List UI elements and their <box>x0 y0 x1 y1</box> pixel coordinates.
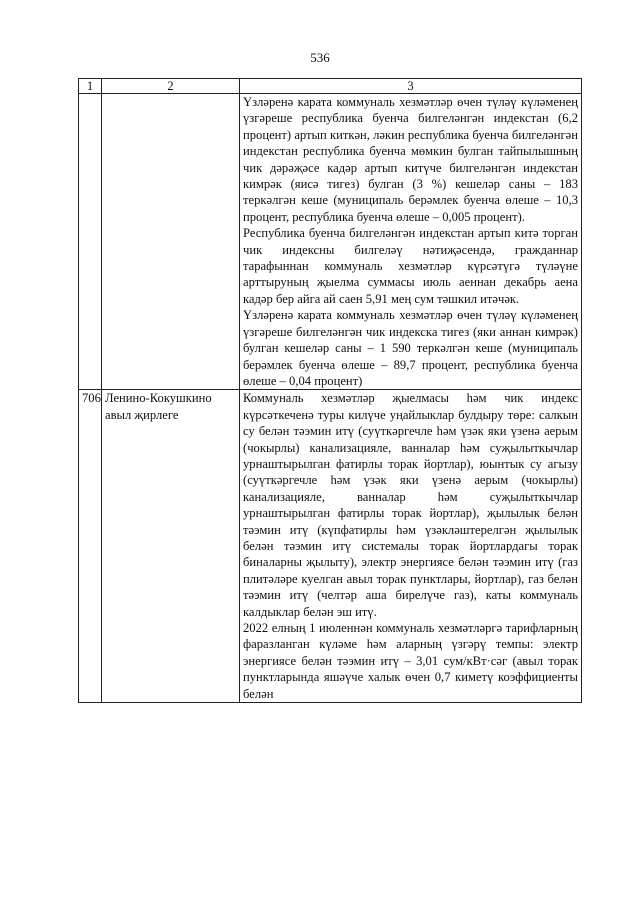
paragraph: Үзләренә карата коммуналь хезмәтләр өчен түләү күләменең үзгәреше билгеләнгән чик индекска тигез (яки аннан кимрәк) булган кешеләр саны – 1 590 теркәлгән кеше (муниципаль берәмлек буенча өлеше – 89,7 процент, республика буенча өлеше – 0,04 процент) <box>243 308 578 388</box>
paragraph: Республика буенча билгеләнгән индекстан артып китә торган чик индексны билгеләү нәтиҗәсендә, гражданнар тарафыннан коммуналь хезмәтләр күрсәтүгә түләүне арттыруның җыелма суммасы июль аеннан декабрь аена кадәр бер айга ай саен 5,91 мең сум тәшкил итәчәк. <box>243 226 578 306</box>
header-col-1: 1 <box>79 79 102 94</box>
paragraph: Коммуналь хезмәтләр җыелмасы һәм чик индекс күрсәткеченә туры килүче уңайлыклар булдыру төре: салкын су белән тәэмин итү (суүткәргечле һәм үзәк яки үзенә аерым (чокырлы) канализацияле, ванналар һәм суҗылыткычлар урнаштырылган фатирлы торак йортлар), юынтык су агызу (суүткәргечле һәм үзәк яки үзенә аерым (чокырлы) канализацияле, ванналар һәм суҗылыткычлар урнаштырылган фатирлы торак йортлар), җылылык белән тәэмин итү (күпфатирлы һәм үзәкләштерелгән җылылык белән тәэмин итү системалы торак йортлардагы торак биналарны җылыту), электр энергиясе белән тәэмин итү (газ плитәләре куелган авыл торак пунктлары, йортлар), газ белән тәэмин итү (челтәр аша бирелүче газ), каты коммуналь калдыклар белән эш итү. <box>243 391 578 619</box>
page-number: 536 <box>310 50 330 65</box>
table-row <box>79 94 582 390</box>
paragraph: Үзләренә карата коммуналь хезмәтләр өчен түләү күләменең үзгәреше республика буенча билгеләнгән индекстан (6,2 процент) артып киткән, ләкин республика буенча билгеләнгән индекстан республика буенча мөмкин булган тайпылышның чик дәрәҗәсе кадәр артып китүче билгеләнгән индекстан кимрәк (яисә тигез) булган (3 %) кешеләр саны – 183 теркәлгән кеше (муниципаль берәмлек буенча өлеше – 10,3 процент, республика буенча өлеше – 0,005 процент). <box>243 95 578 224</box>
row-number: 706 <box>79 390 102 703</box>
header-col-3: 3 <box>240 79 582 94</box>
row-number <box>79 94 102 390</box>
table-header-row <box>79 79 582 94</box>
table-row <box>79 390 582 703</box>
settlement-name: Ленино-Кокушкино авыл җирлеге <box>102 390 240 703</box>
content-table <box>78 78 582 703</box>
paragraph: 2022 елның 1 июленнән коммуналь хезмәтләргә тарифларның фаразланган күләме һәм аларның үзгәрү темпы: электр энергиясе белән тәэмин итү – 3,01 сум/кВт·сәг (авыл торак пунктларында яшәүче халык өчен 0,7 киметү коэффициенты белән <box>243 621 578 701</box>
header-col-2: 2 <box>102 79 240 94</box>
row-description <box>240 94 582 390</box>
settlement-name <box>102 94 240 390</box>
row-description <box>240 390 582 703</box>
